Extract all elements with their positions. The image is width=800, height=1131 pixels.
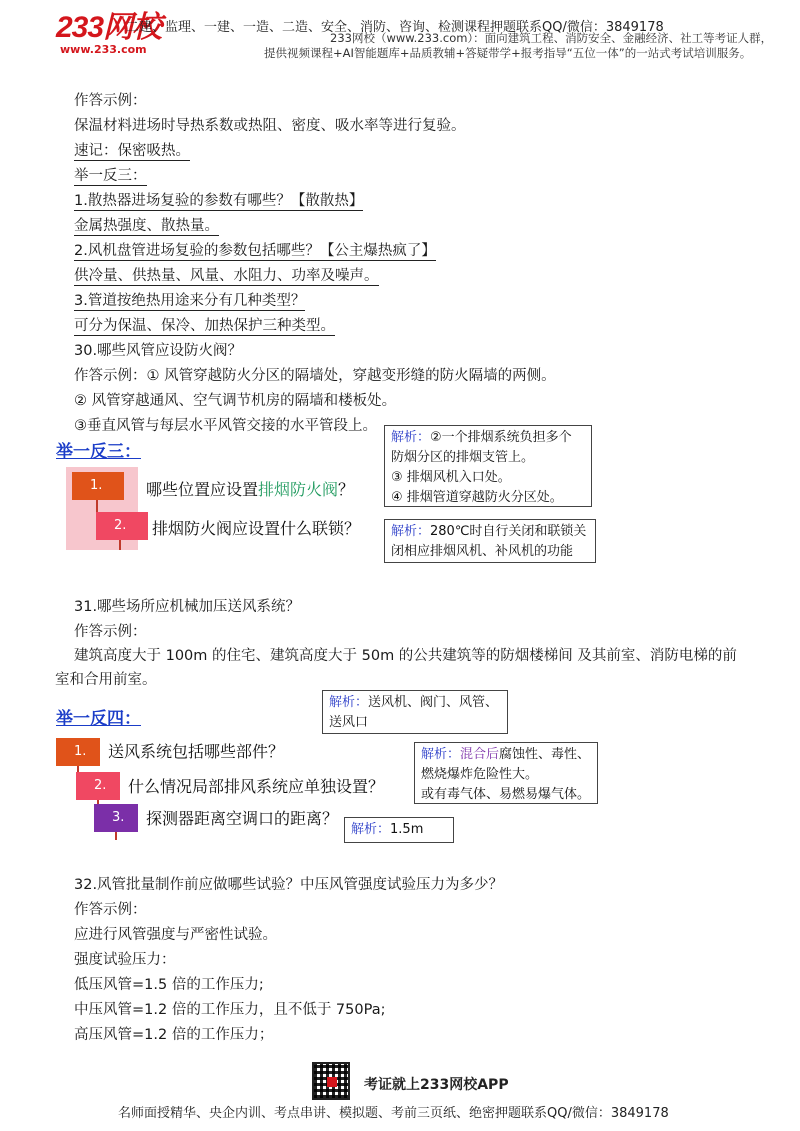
section4-q2-number: 2. — [76, 772, 120, 800]
question-32: 32.风管批量制作前应做哪些试验？中压风管强度试验压力为多少？ — [74, 877, 504, 893]
question-31: 31.哪些场所应机械加压送风系统？ — [74, 599, 301, 615]
footer-contact-line: 名师面授精华、央企内训、考点串讲、模拟题、考前三页纸、绝密押题联系QQ/微信：3849178 — [118, 1106, 669, 1121]
section3-q2: 排烟防火阀应设置什么联锁？ — [152, 519, 361, 538]
logo-url: www.233.com — [60, 43, 147, 56]
q30-answer-2: ② 风管穿越通风、空气调节机房的隔墙和楼板处。 — [74, 393, 397, 409]
section3-callout-2: 解析：280℃时自行关闭和联锁关 闭相应排烟风机、补风机的功能 — [384, 519, 596, 563]
qr-logo-icon — [327, 1077, 337, 1087]
q31-answer-label: 作答示例： — [74, 624, 147, 640]
q32-answer-5: 高压风管=1.2 倍的工作压力； — [74, 1027, 274, 1043]
q32-answer-4: 中压风管=1.2 倍的工作压力，且不低于 750Pa; — [74, 1002, 386, 1018]
arrow-connector — [119, 540, 121, 550]
section4-title: 举一反四： — [56, 709, 141, 729]
q30-answer-1: 作答示例：① 风管穿越防火分区的隔墙处，穿越变形缝的防火隔墙的两侧。 — [74, 368, 556, 384]
extension-q1: 1.散热器进场复验的参数有哪些？【散散热】 — [74, 193, 364, 209]
header-contact-line: 二建、监理、一建、一造、二造、安全、消防、咨询、检测课程押题联系QQ/微信：3849178 — [126, 20, 664, 35]
mnemonic-line — [74, 141, 190, 161]
section4-q1: 送风系统包括哪些部件？ — [108, 742, 285, 761]
extension-a3: 可分为保温、保冷、加热保护三种类型。 — [74, 318, 335, 334]
extension-a1: 金属热强度、散热量。 — [74, 218, 219, 234]
section3-q2-number: 2. — [96, 512, 148, 540]
section4-callout-3: 解析：1.5m — [344, 817, 454, 843]
header-service-line: 提供视频课程+AI智能题库+品质教辅+答疑带学+报考指导“五位一体”的一站式考试培训服务。 — [264, 46, 752, 60]
extension-heading: 举一反三： — [74, 168, 147, 184]
q32-answer-label: 作答示例： — [74, 902, 147, 918]
extension-a2: 供冷量、供热量、风量、水阻力、功率及噪声。 — [74, 268, 379, 284]
answer-label: 作答示例： — [74, 93, 147, 109]
section3-q1-number: 1. — [72, 472, 124, 500]
section4-callout-2: 解析：混合后腐蚀性、毒性、 燃烧爆炸危险性大。 或有毒气体、易燃易爆气体。 — [414, 742, 598, 804]
answer-text: 保温材料进场时导热系数或热阻、密度、吸水率等进行复验。 — [74, 118, 466, 134]
section4-q3: 探测器距离空调口的距离？ — [146, 809, 339, 828]
section4-q2: 什么情况局部排风系统应单独设置？ — [128, 777, 385, 796]
section4-q1-number: 1. — [56, 738, 100, 766]
section3-title: 举一反三： — [56, 442, 141, 462]
section3-callout-1: 解析：②一个排烟系统负担多个 防烟分区的排烟支管上。 ③ 排烟风机入口处。 ④ 排烟管道穿越防火分区处。 — [384, 425, 592, 507]
q32-answer-1: 应进行风管强度与严密性试验。 — [74, 927, 277, 943]
section3-q1: 哪些位置应设置排烟防火阀？ — [146, 480, 355, 499]
extension-q2: 2.风机盘管进场复验的参数包括哪些？【公主爆热疯了】 — [74, 243, 436, 259]
logo-text: 233网校 — [56, 11, 162, 44]
q31-answer: 建筑高度大于 100m 的住宅、建筑高度大于 50m 的公共建筑等的防烟楼梯间 及其前室、消防电梯的前室和合用前室。 — [55, 648, 737, 688]
extension-q3: 3.管道按绝热用途来分有几种类型？ — [74, 293, 306, 309]
section4-callout-1: 解析：送风机、阀门、风管、 送风口 — [322, 690, 508, 734]
page-header — [0, 0, 800, 70]
question-30: 30.哪些风管应设防火阀？ — [74, 343, 243, 359]
page-footer — [0, 1062, 800, 1131]
footer-app-text: 考证就上233网校APP — [364, 1077, 509, 1093]
header-intro-line: 233网校（www.233.com）：面向建筑工程、消防安全、金融经济、社工等考证人群， — [330, 31, 773, 45]
q30-answer-3: ③垂直风管与每层水平风管交接的水平管段上。 — [74, 418, 377, 434]
section4-q3-number: 3. — [94, 804, 138, 832]
arrow-connector — [115, 832, 117, 840]
mnemonic-text: 速记：保密吸热。 — [74, 143, 190, 159]
highlight-term: 排烟防火阀 — [258, 480, 339, 499]
q32-answer-3: 低压风管=1.5 倍的工作压力; — [74, 977, 264, 993]
q32-answer-2: 强度试验压力： — [74, 952, 176, 968]
